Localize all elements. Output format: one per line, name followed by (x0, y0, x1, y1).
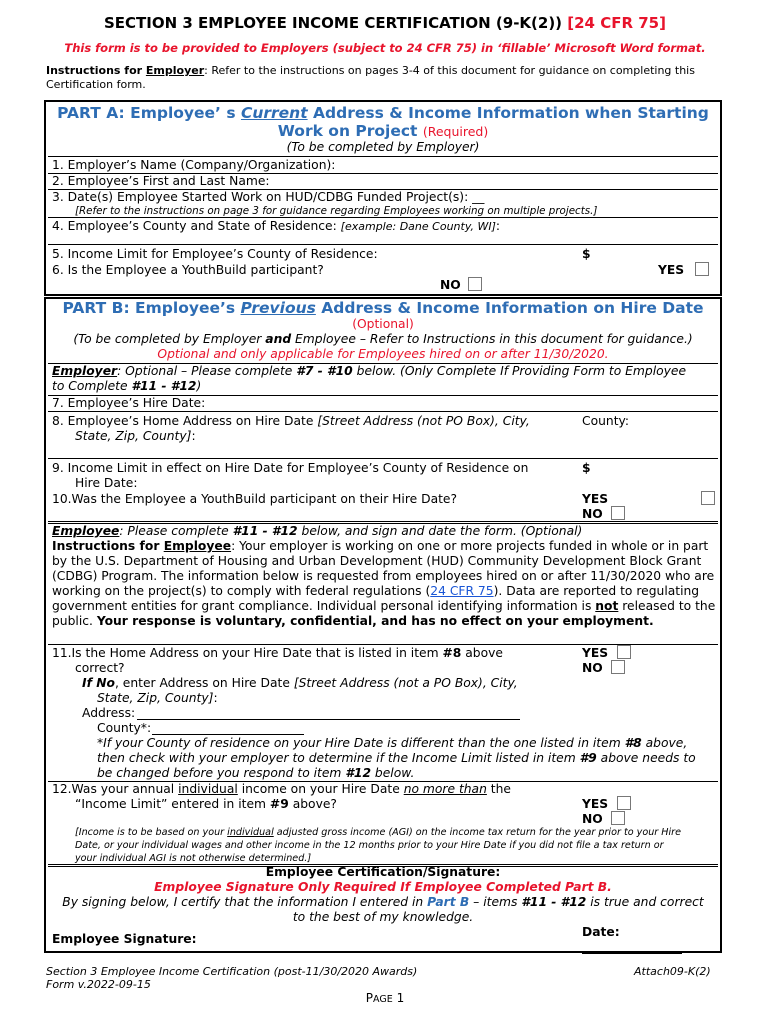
item-6-youthbuild: 6. Is the Employee a YouthBuild participant? (52, 263, 324, 277)
address-input-line[interactable] (137, 719, 520, 720)
part-a-heading: PART A: Employee’ s Current Address & Income Information when Starting (57, 104, 709, 122)
item-11-county-label: County*: (97, 721, 152, 735)
employee-instructions-paragraph: Instructions for Employee: Your employer is working on one or more projects funded in whole or in part by the U.S. Department of Housing and Urban Development (HUD) Community Development Block Grant (CDBG) Program. The information below is requested from employees hired on or after 11/30/2020 who are working on the project(s) to comply with federal regulations (24 CFR 75). Data are reported to regulating government entities for grant compliance. Individual personal identifying information is not released to the public. Your response is voluntary, confidential, and has no effect on your employment. (52, 539, 716, 628)
county-input-line[interactable] (152, 734, 304, 735)
part-a-subheading: (To be completed by Employer) (286, 140, 480, 154)
item-12-yes-label: YES (582, 797, 609, 811)
part-b-applicability: Optional and only applicable for Employees hired on or after 11/30/2020. (157, 347, 609, 361)
item-11-if-no-line2: State, Zip, County]: (97, 691, 218, 705)
employer-instructions: Instructions for Employer: Refer to the instructions on pages 3-4 of this document for guidance on completing this Certification form. (46, 64, 695, 91)
item-12-yes-checkbox[interactable] (617, 796, 631, 810)
divider (48, 458, 718, 459)
page-number: PAGE 1 (365, 991, 405, 1005)
item-6-yes-checkbox[interactable] (695, 262, 709, 276)
item-11-if-no: If No, enter Address on Hire Date [Street Address (not a PO Box), City, (82, 676, 518, 690)
date-label: Date: (582, 925, 620, 939)
item-11-line2: correct? (75, 661, 125, 675)
item-2-employee-name: 2. Employee’s First and Last Name: (52, 174, 270, 188)
certification-statement-line2: to the best of my knowledge. (292, 910, 474, 924)
item-8-home-address: 8. Employee’s Home Address on Hire Date [Street Address (not PO Box), City, (52, 414, 530, 428)
county-note-line1: *If your County of residence on your Hire Date is different than the one listed in item #8 above, (97, 736, 688, 750)
item-11-no-label: NO (582, 661, 603, 675)
date-input-line[interactable] (582, 953, 682, 954)
employee-signature-label: Employee Signature: (52, 932, 197, 946)
employer-instruction-line2: to Complete #11 - #12) (52, 379, 202, 393)
item-12-note-line3: your individual AGI is not otherwise determined.] (75, 853, 312, 864)
item-6-yes-label: YES (658, 263, 685, 277)
item-12-income: 12.Was your annual individual income on your Hire Date no more than the (52, 782, 511, 796)
divider (48, 411, 718, 412)
item-12-line2: “Income Limit” entered in item #9 above? (75, 797, 337, 811)
part-b-subheading: (To be completed by Employer and Employee – Refer to Instructions in this document for guidance.) (73, 332, 693, 346)
item-8-home-address-line2: State, Zip, County]: (75, 429, 196, 443)
part-a-heading-line2: Work on Project (Required) (277, 122, 489, 140)
item-10-no-label: NO (582, 507, 603, 521)
item-11-address-label: Address: (82, 706, 136, 720)
item-8-county-label: County: (582, 414, 630, 428)
item-1-employer-name: 1. Employer’s Name (Company/Organization): (52, 158, 336, 172)
item-6-no-checkbox[interactable] (468, 277, 482, 291)
item-9-dollar: $ (582, 461, 591, 475)
item-9-income-limit: 9. Income Limit in effect on Hire Date for Employee’s County of Residence on (52, 461, 529, 475)
footer-form-version: Form v.2022-09-15 (46, 978, 151, 991)
part-b-heading: PART B: Employee’s Previous Address & Income Information on Hire Date (62, 299, 704, 317)
certification-statement: By signing below, I certify that the information I entered in Part B – items #11 - #12 is true and correct (62, 895, 704, 909)
county-note-line3: be changed before you respond to item #12 below. (97, 766, 415, 780)
item-3-note: [Refer to the instructions on page 3 for guidance regarding Employees working on multiple projects.] (75, 205, 598, 217)
item-10-no-checkbox[interactable] (611, 506, 625, 520)
item-7-hire-date: 7. Employee’s Hire Date: (52, 396, 206, 410)
item-12-note-line2: Date, or your individual wages and other income in the 12 months prior to your Hire Date if you did not file a tax return or (75, 840, 664, 851)
divider (48, 244, 718, 245)
item-4-county-state: 4. Employee’s County and State of Residence: [example: Dane County, WI]: (52, 219, 501, 233)
part-b-optional: (Optional) (352, 317, 414, 331)
signature-heading: Employee Certification/Signature: (265, 865, 501, 879)
item-6-no-label: NO (440, 278, 461, 292)
cfr-link[interactable]: 24 CFR 75 (430, 584, 494, 598)
employer-instruction: Employer: Optional – Please complete #7 - #10 below. (Only Complete If Providing Form to Employee (52, 364, 687, 378)
county-note-line2: then check with your employer to determine if the Income Limit listed in item #9 above needs to (97, 751, 696, 765)
item-10-yes-label: YES (582, 492, 609, 506)
item-11-yes-checkbox[interactable] (617, 645, 631, 659)
divider (48, 217, 718, 218)
form-subtitle: This form is to be provided to Employers (subject to 24 CFR 75) in ‘fillable’ Microsoft Word format. (64, 41, 706, 55)
divider (48, 156, 718, 157)
item-11-address-correct: 11.Is the Home Address on your Hire Date that is listed in item #8 above (52, 646, 503, 660)
item-5-income-limit: 5. Income Limit for Employee’s County of Residence: (52, 247, 378, 261)
item-3-start-date: 3. Date(s) Employee Started Work on HUD/CDBG Funded Project(s): __ (52, 190, 485, 204)
item-12-no-label: NO (582, 812, 603, 826)
footer-attachment: Attach09-K(2) (634, 965, 711, 978)
employee-instruction: Employee: Please complete #11 - #12 below, and sign and date the form. (Optional) (52, 524, 583, 538)
item-9-income-limit-line2: Hire Date: (75, 476, 138, 490)
item-10-yes-checkbox[interactable] (701, 491, 715, 505)
item-5-dollar: $ (582, 247, 591, 261)
item-10-youthbuild: 10.Was the Employee a YouthBuild participant on their Hire Date? (52, 492, 458, 506)
item-12-note-line1: [Income is to be based on your individual adjusted gross income (AGI) on the income tax return for the year prior to your Hire (75, 827, 681, 838)
signature-requirement: Employee Signature Only Required If Employee Completed Part B. (154, 880, 612, 894)
item-12-no-checkbox[interactable] (611, 811, 625, 825)
footer-form-name: Section 3 Employee Income Certification (post-11/30/2020 Awards) (46, 965, 418, 978)
form-title: SECTION 3 EMPLOYEE INCOME CERTIFICATION (9-K(2)) [24 CFR 75] (104, 14, 666, 32)
item-11-yes-label: YES (582, 646, 609, 660)
item-11-no-checkbox[interactable] (611, 660, 625, 674)
